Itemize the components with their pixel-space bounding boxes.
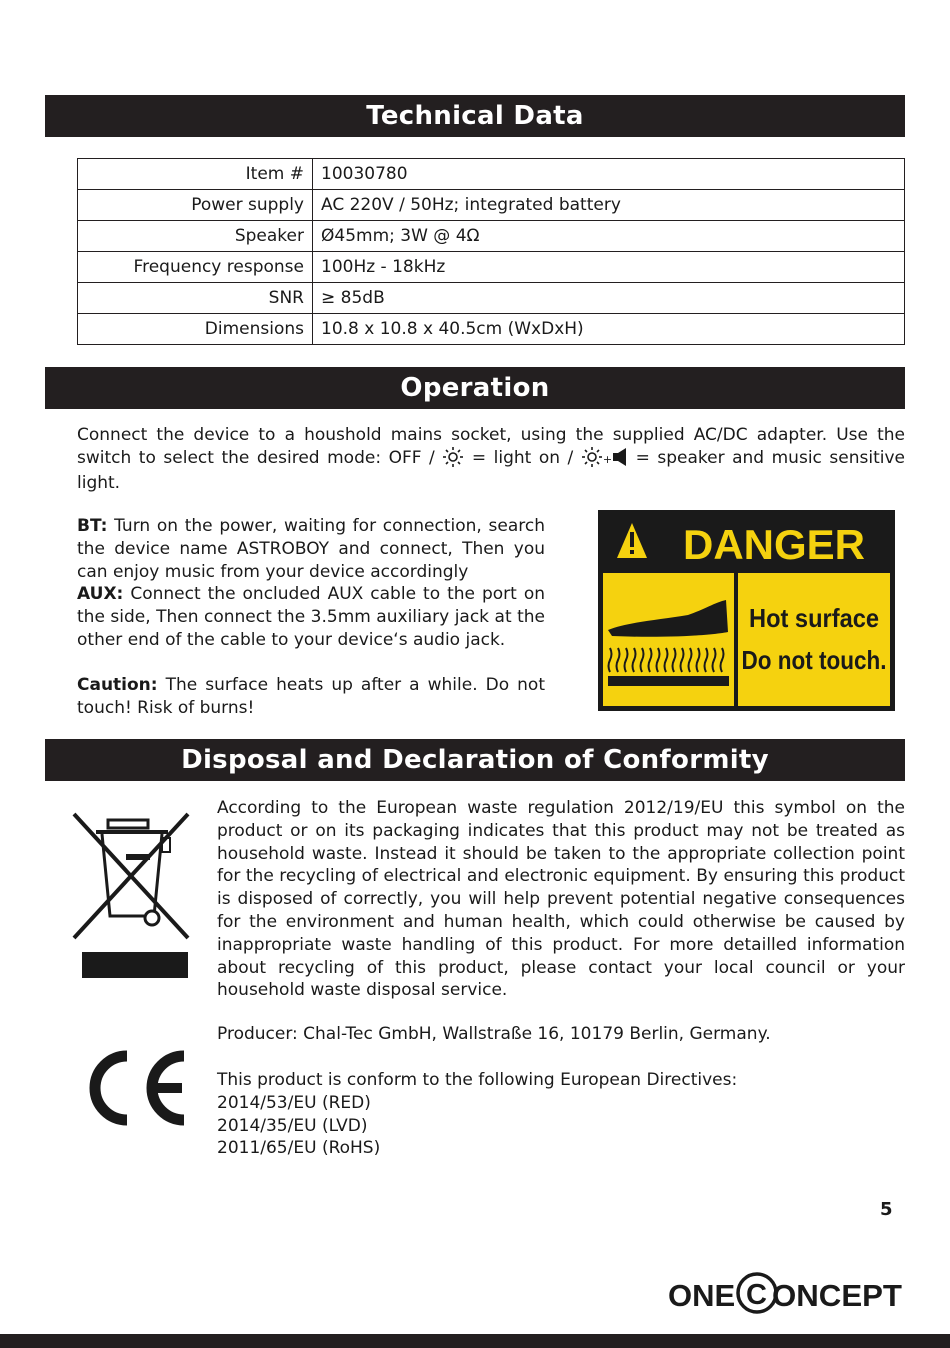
producer-text: Producer: Chal-Tec GmbH, Wallstraße 16, 10179 Berlin, Germany. <box>217 1024 771 1044</box>
caution-text: The surface heats up after a while. Do not touch! Risk of burns! <box>77 675 545 718</box>
spec-label: Power supply <box>78 190 313 221</box>
operation-bt-aux <box>77 515 545 652</box>
table-row <box>78 252 905 283</box>
directives-block <box>217 1069 905 1160</box>
spec-label: Item # <box>78 159 313 190</box>
operation-intro <box>77 424 905 494</box>
table-row <box>78 283 905 314</box>
table-row <box>78 221 905 252</box>
brand-part-1: ONE <box>668 1278 736 1313</box>
weee-crossed-bin-icon <box>70 812 194 980</box>
danger-line-2: Do not touch. <box>741 645 887 675</box>
intro-text: = speaker and music sensitive light. <box>77 447 905 493</box>
operation-caution <box>77 674 545 720</box>
brand-letter: C <box>746 1279 767 1311</box>
spec-table <box>77 158 905 345</box>
section-header-operation: Operation <box>45 367 905 409</box>
table-row <box>78 159 905 190</box>
speaker-icon <box>612 447 628 467</box>
conform-intro: This product is conform to the following European Directives: <box>217 1070 738 1090</box>
ce-mark-icon <box>80 1050 190 1126</box>
directive-item: 2011/65/EU (RoHS) <box>217 1138 381 1159</box>
oneconcept-logo-icon <box>668 1272 904 1314</box>
aux-text: Connect the oncluded AUX cable to the port on the side, Then connect the 3.5mm auxiliary jack at the other end of the cable to your device‘s audio jack. <box>77 584 545 650</box>
table-row <box>78 190 905 221</box>
weee-text: According to the European waste regulation 2012/19/EU this symbol on the product or on its packaging indicates that this product may not be treated as household waste. Instead it should be taken to the appropriate collection point for the recycling of electrical and electronic equipment. By ensuring this product is disposed of correctly, you will help prevent potential negative consequences for the environment and human health, which could otherwise be caused by inappropriate waste handling of this product. For more detailled information about recycling of this product, please contact your local council or your household waste disposal service. <box>217 798 905 1001</box>
directive-item: 2014/53/EU (RED) <box>217 1092 371 1113</box>
bt-text: Turn on the power, waiting for connection, search the device name ASTROBOY and connect, Then you can enjoy music from your device accordingly <box>77 516 545 582</box>
spec-label: Speaker <box>78 221 313 252</box>
page-number: 5 <box>880 1199 893 1220</box>
brand-logo <box>668 1272 904 1314</box>
bt-label: BT: <box>77 516 108 536</box>
plus-sign: + <box>602 452 613 466</box>
section-header-technical-data: Technical Data <box>45 95 905 137</box>
aux-label: AUX: <box>77 584 124 605</box>
light-icon <box>442 447 464 467</box>
danger-line-1: Hot surface <box>749 603 879 633</box>
caution-label: Caution: <box>77 675 158 695</box>
intro-text: = light on / <box>464 447 581 468</box>
spec-label: Frequency response <box>78 252 313 283</box>
intro-text: Connect the device to a houshold mains socket, using the supplied AC/DC adapter. Use the switch to select the desired mode: OFF / <box>77 425 905 468</box>
directive-item: 2014/35/EU (LVD) <box>217 1115 368 1136</box>
spec-label: SNR <box>78 283 313 314</box>
table-row <box>78 314 905 345</box>
spec-value: 10.8 x 10.8 x 40.5cm (WxDxH) <box>313 314 905 345</box>
footer-bar <box>0 1334 950 1348</box>
spec-label: Dimensions <box>78 314 313 345</box>
section-header-disposal: Disposal and Declaration of Conformity <box>45 739 905 781</box>
spec-value: 10030780 <box>313 159 905 190</box>
danger-hot-surface-sign <box>598 510 895 711</box>
spec-value: 100Hz - 18kHz <box>313 252 905 283</box>
light-icon <box>581 447 603 467</box>
danger-title: DANGER <box>682 521 866 568</box>
spec-value: ≥ 85dB <box>313 283 905 314</box>
spec-value: Ø45mm; 3W @ 4Ω <box>313 221 905 252</box>
brand-part-2: ONCEPT <box>772 1278 903 1313</box>
spec-value: AC 220V / 50Hz; integrated battery <box>313 190 905 221</box>
